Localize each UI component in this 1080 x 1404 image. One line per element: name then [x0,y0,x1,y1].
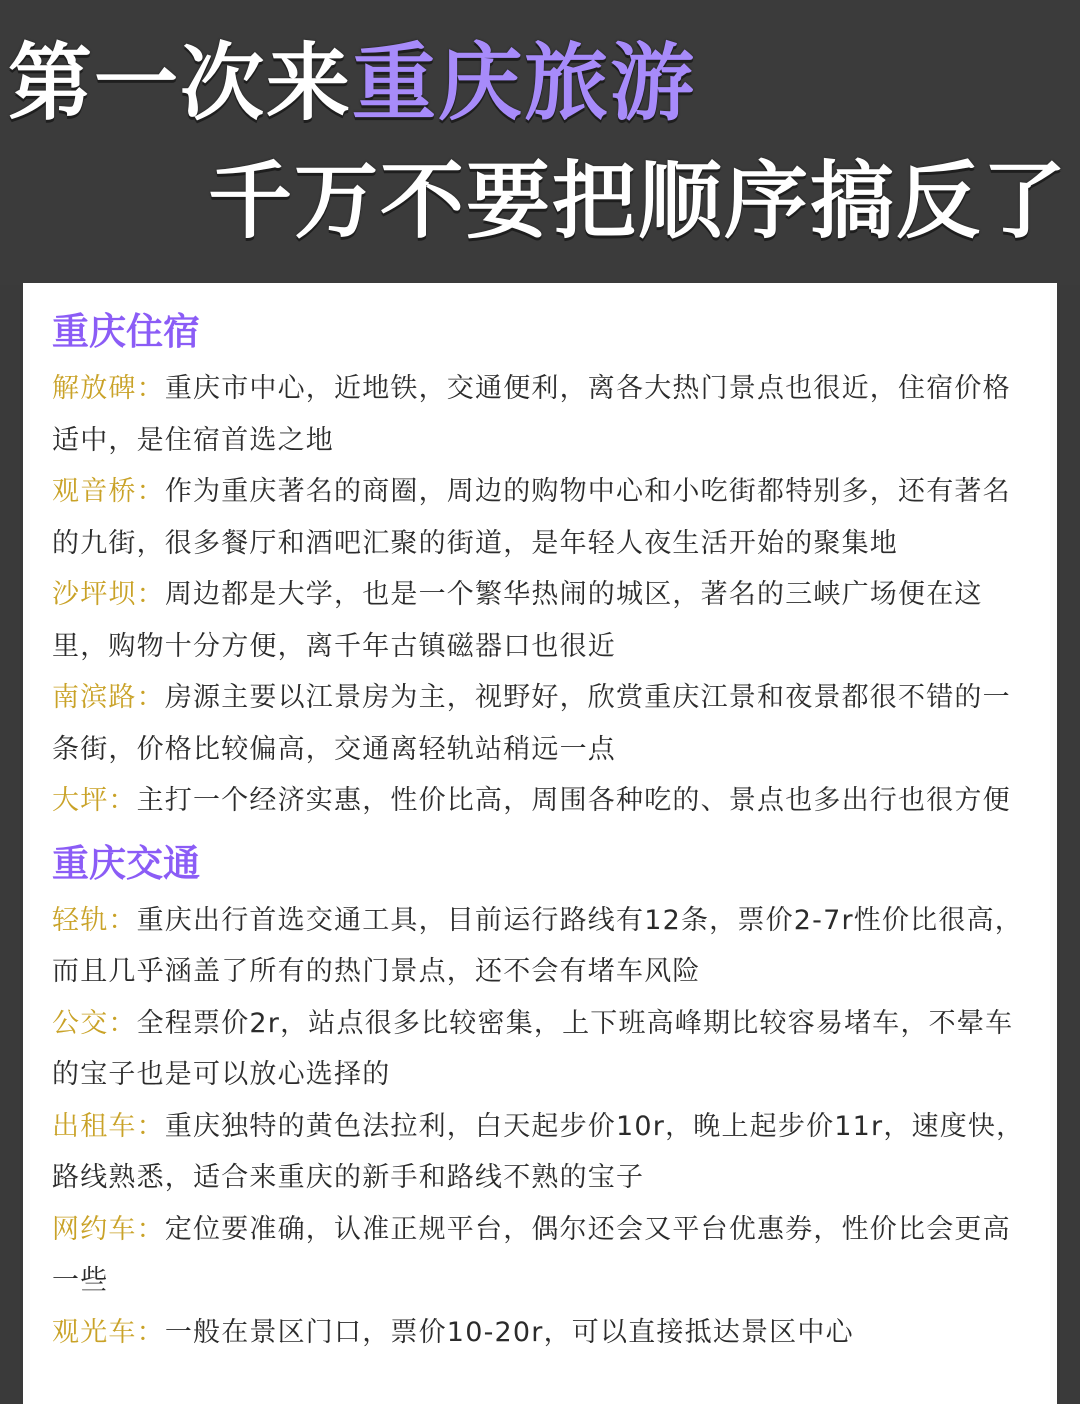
section-title-lodging: 重庆住宿 [52,310,200,353]
lodging-entry [52,569,1029,672]
transport-entry [52,998,1029,1101]
entry-text: 房源主要以江景房为主，视野好，欣赏重庆江景和夜景都很不错的一条街，价格比较偏高，交通离轻轨站稍远一点 [52,682,1011,765]
entry-text: 重庆出行首选交通工具，目前运行路线有12条，票价2-7r性价比很高，而且几乎涵盖了所有的热门景点，还不会有堵车风险 [52,904,1023,987]
entry-text: 主打一个经济实惠，性价比高，周围各种吃的、景点也多出行也很方便 [136,785,1011,816]
headline-plain: 第一次来 [8,34,353,132]
entry-label: 观音桥： [52,476,165,507]
entry-label: 解放碑： [52,373,165,404]
entry-label: 观光车： [52,1316,165,1348]
lodging-entry [52,775,1029,827]
header-banner [0,0,1080,285]
content-card [23,283,1057,1404]
entry-text: 全程票价2r，站点很多比较密集，上下班高峰期比较容易堵车，不晕车的宝子也是可以放心选择的 [52,1007,1014,1090]
lodging-entry [52,672,1029,775]
transport-entry [52,895,1029,998]
entry-label: 出租车： [52,1110,165,1142]
entry-label: 大坪： [52,785,137,816]
headline-line-1 [8,28,696,138]
entry-text: 一般在景区门口，票价10-20r，可以直接抵达景区中心 [164,1316,854,1348]
entry-text: 定位要准确，认准正规平台，偶尔还会又平台优惠券，性价比会更高一些 [52,1213,1011,1296]
headline-accent: 重庆旅游 [352,34,697,132]
transport-entry [52,1204,1029,1307]
entry-label: 网约车： [52,1213,165,1245]
entry-label: 公交： [52,1007,137,1039]
entry-label: 沙坪坝： [52,579,165,610]
section-title-transport: 重庆交通 [52,841,200,885]
entry-text: 周边都是大学，也是一个繁华热闹的城区，著名的三峡广场便在这里，购物十分方便，离千年古镇磁器口也很近 [52,579,983,662]
transport-entry [52,1101,1029,1204]
headline-line-2: 千万不要把顺序搞反了 [208,152,1069,250]
entry-text: 重庆市中心，近地铁，交通便利，离各大热门景点也很近，住宿价格适中，是住宿首选之地 [52,373,1011,456]
entry-text: 重庆独特的黄色法拉利，白天起步价10r，晚上起步价11r，速度快，路线熟悉，适合来重庆的新手和路线不熟的宝子 [52,1110,1025,1193]
entry-label: 南滨路： [52,682,165,713]
transport-entry [52,1307,1029,1359]
lodging-entry [52,466,1029,569]
lodging-entry [52,363,1029,466]
entry-label: 轻轨： [52,904,137,936]
entry-text: 作为重庆著名的商圈，周边的购物中心和小吃街都特别多，还有著名的九街，很多餐厅和酒吧汇聚的街道，是年轻人夜生活开始的聚集地 [52,476,1011,559]
